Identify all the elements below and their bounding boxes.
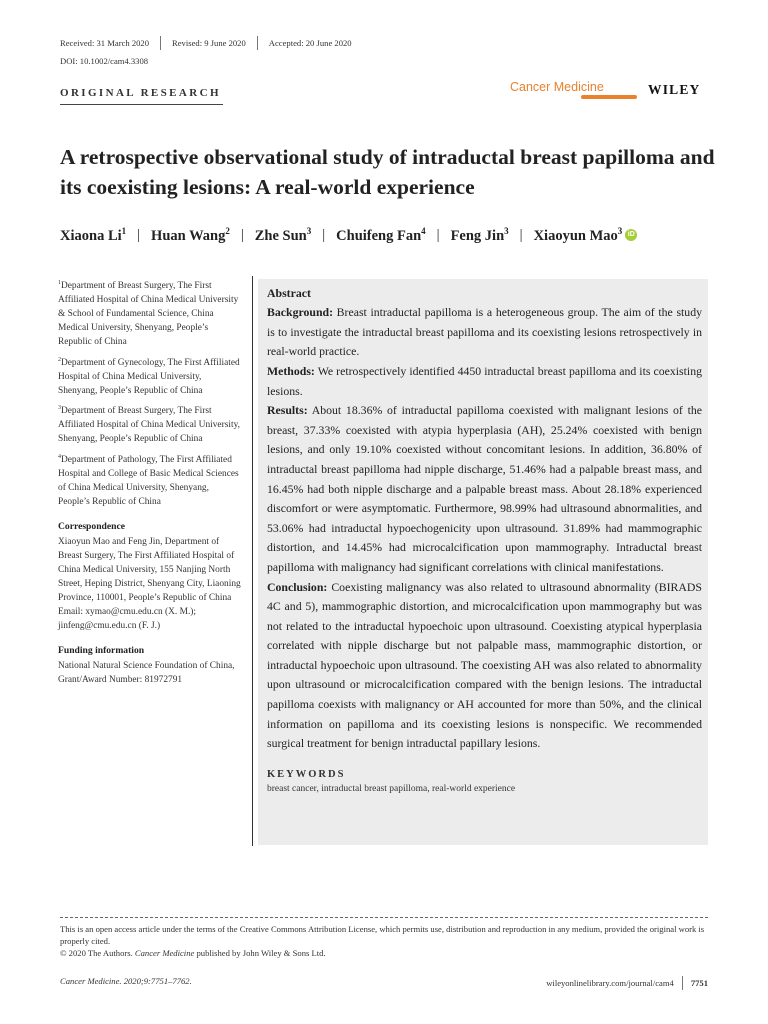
footer-right <box>546 976 708 990</box>
keywords-list: breast cancer, intraductal breast papilloma, real-world experience <box>267 783 516 794</box>
author-separator: | <box>240 226 244 243</box>
affiliation: $^3$Department of Breast Surgery, The First Affiliated Hospital of China Medical University, Shenyang, People’s Republic of China <box>58 405 240 445</box>
license-notice <box>60 923 708 960</box>
abstract-heading: Abstract <box>267 286 311 300</box>
author-separator: | <box>322 226 326 243</box>
author-name[interactable]: Zhe Sun$^3$ <box>254 226 312 244</box>
journal-logo[interactable]: Cancer Medicine <box>510 80 604 94</box>
affiliation: $^1$Department of Breast Surgery, The First Affiliated Hospital of China Medical University & School of Fundamental Science, China Medical University, Shenyang, People’s Republic of China <box>58 280 239 348</box>
publication-dates <box>60 36 352 50</box>
received-date: Received: 31 March 2020 <box>60 38 150 48</box>
author-list <box>60 226 637 245</box>
author-separator: | <box>519 226 523 243</box>
correspondence-email[interactable]: Email: xymao@cmu.edu.cn (X. M.); jinfeng@cmu.edu.cn (F. J.) <box>58 607 197 631</box>
funding-heading: Funding information <box>58 645 145 656</box>
section-underline <box>60 104 223 105</box>
orcid-icon[interactable]: iD <box>625 229 637 241</box>
divider <box>257 36 258 50</box>
abstract-results: Results: About 18.36% of intraductal papilloma coexisted with malignant lesions of the breast, 37.33% coexisted with atypia hyperplasia (AH), 25.24% coexisted with benign lesions, and only 19.10% coexisted without concomitant lesions. In addition, 36.80% of intraductal breast papilloma had nipple discharge, 51.46% had a palpable breast mass, and 16.45% had both nipple discharge and a palpable breast mass. About 28.18% experienced discomfort or were asymptomatic. Furthermore, 98.99% had ultrasound abnormalities, and 53.06% had intraductal hypoechogenicity upon ultrasound. 31.89% had mammographic distortion, and 14.45% had microcalcification upon mammography. Intraductal breast papilloma with malignancy had significant correlations with clinical manifestations. <box>267 403 702 574</box>
publisher-logo[interactable]: WILEY <box>648 82 701 97</box>
revised-date: Revised: 9 June 2020 <box>172 38 246 48</box>
author-name[interactable]: Xiaona Li$^1$ <box>60 226 127 244</box>
affiliation: $^2$Department of Gynecology, The First Affiliated Hospital of China Medical University, Shenyang, People’s Republic of China <box>58 356 240 396</box>
abstract-methods: Methods: We retrospectively identified 4450 intraductal breast papilloma and its coexisting lesions. <box>267 363 702 398</box>
page-number: 7751 <box>690 978 708 988</box>
column-divider <box>252 276 253 846</box>
author-name[interactable]: Huan Wang$^2$ <box>151 226 230 244</box>
open-access-ribbon <box>581 95 637 99</box>
accepted-date: Accepted: 20 June 2020 <box>268 38 352 48</box>
article-title: A retrospective observational study of intraductal breast papilloma and its coexisting lesions: A real-world experience <box>60 145 715 199</box>
copyright-line: © 2020 The Authors. Cancer Medicine published by John Wiley & Sons Ltd. <box>60 948 326 959</box>
correspondence-text: Xiaoyun Mao and Feng Jin, Department of Breast Surgery, The First Affiliated Hospital of China Medical University, 155 Nanjing North Street, Heping District, Shenyang City, Liaoning Province, 110001, People’s Republic of China Email: xymao@cmu.edu.cn (X. M.); jinfeng@cmu.edu.cn (F. J.) <box>58 537 241 631</box>
abstract-background: Background: Breast intraductal papilloma is a heterogeneous group. The aim of the study is to investigate the intraductal breast papilloma and its coexisting lesions retrospectively in real-world practice. <box>267 305 703 359</box>
journal-url[interactable]: wileyonlinelibrary.com/journal/cam4 <box>546 978 674 988</box>
author-separator: | <box>436 226 440 243</box>
doi[interactable]: DOI: 10.1002/cam4.3308 <box>60 56 149 66</box>
correspondence-heading: Correspondence <box>58 521 125 532</box>
abstract-conclusion: Conclusion: Coexisting malignancy was also related to ultrasound abnormality (BIRADS 4C and 5), mammographic distortion, and microcalcification upon mammography but was not related to the intraductal hypoechoic upon ultrasound. Coexisting atypical hyperplasia correlated with nipple discharge but not palpable mass, mammographic distortion, or intraductal hypoechoic upon ultrasound. The coexisting AH was also related to abnormality upon ultrasound or microcalcification compared with the benign lesions. The intraductal papilloma coexists with malignancy or AH accounted for more than 50%, and the clinical information on papilloma and its coexisting lesions is nonspecific. We recommended surgical treatment for benign intraductal papillary lesions. <box>267 579 702 751</box>
article-type-label: ORIGINAL RESEARCH <box>60 87 221 99</box>
author-separator: | <box>137 226 141 243</box>
affiliation: $^4$Department of Pathology, The First Affiliated Hospital and College of Basic Medical Sciences of China Medical University, Shenyang, People’s Republic of China <box>58 453 239 507</box>
citation: Cancer Medicine. 2020;9:7751–7762. <box>60 976 192 986</box>
abstract-box <box>258 279 708 845</box>
affiliations-column <box>58 276 242 691</box>
license-divider <box>60 917 708 918</box>
author-name[interactable]: Feng Jin$^3$ <box>450 226 509 244</box>
keywords-heading: KEYWORDS <box>267 768 346 780</box>
divider <box>160 36 161 50</box>
license-text: This is an open access article under the terms of the Creative Commons Attribution License, which permits use, distribution and reproduction in any medium, provided the original work is properly cited. <box>60 924 705 947</box>
author-name[interactable]: Xiaoyun Mao$^3$ <box>533 226 623 244</box>
funding-text: National Natural Science Foundation of China, Grant/Award Number: 81972791 <box>58 661 235 685</box>
author-name[interactable]: Chuifeng Fan$^4$ <box>336 226 426 244</box>
divider <box>682 976 683 990</box>
